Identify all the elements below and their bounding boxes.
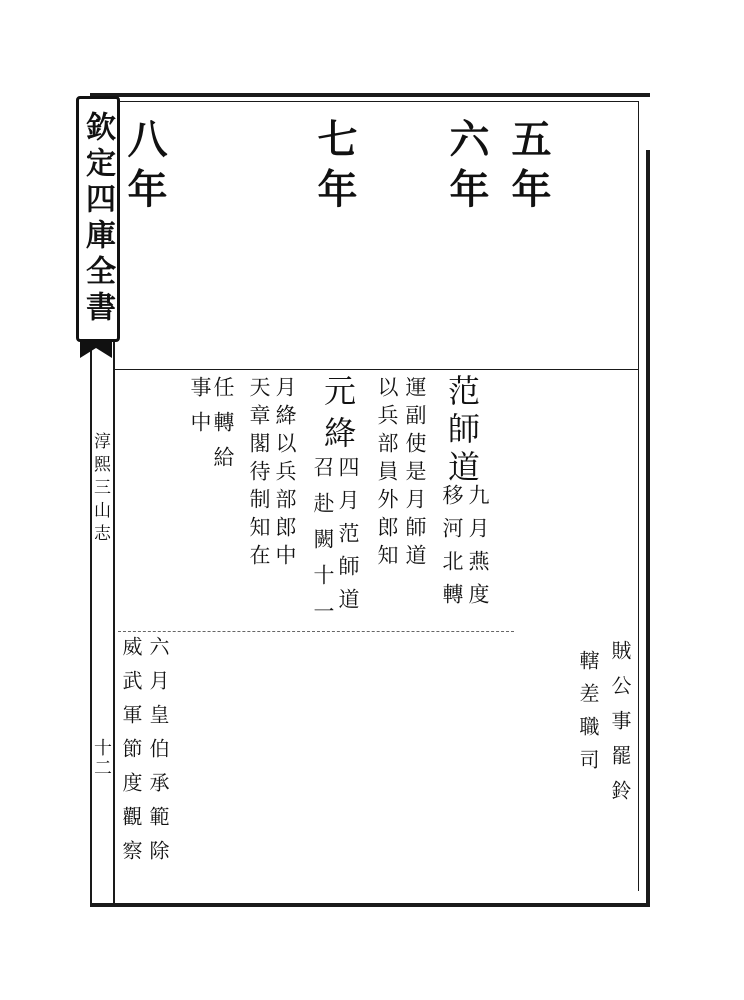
year-5: 五年 xyxy=(505,118,552,218)
fish-tail-mark-icon xyxy=(78,336,114,362)
frame-top-rule xyxy=(90,93,650,97)
note-3-col-2: 轄差職司 xyxy=(576,650,600,782)
frame-right-rule xyxy=(646,150,650,907)
note-2-col-2: 召赴闕十一 xyxy=(311,456,335,636)
note-4-col-1: 六月皇伯承範除 xyxy=(146,636,170,874)
note-1-col-1: 九月燕度 xyxy=(466,484,490,616)
frame-bottom-rule xyxy=(90,903,650,907)
note-1-col-3: 運副使是月師道 xyxy=(403,376,427,572)
collection-title: 欽定四庫全書 xyxy=(80,111,115,327)
note-2-col-5: 任轉給 xyxy=(211,376,235,481)
official-name-fan-shidao: 范師道 xyxy=(443,374,481,488)
frame-right-inner-rule xyxy=(638,101,639,891)
note-1-col-2: 移河北轉 xyxy=(440,484,464,616)
register-divider-upper xyxy=(114,369,638,370)
note-2-col-6: 事中 xyxy=(188,376,212,446)
note-2-col-3: 月絳以兵部郎中 xyxy=(273,376,297,572)
note-2-col-1: 四月范師道 xyxy=(336,456,360,621)
year-6: 六年 xyxy=(443,118,490,218)
collection-title-box xyxy=(76,96,120,342)
note-2-col-4: 天章閣待制知在 xyxy=(247,376,271,572)
year-7: 七年 xyxy=(311,118,358,218)
year-8: 八年 xyxy=(121,118,168,218)
note-3-col-1: 賊公事罷鈴 xyxy=(608,640,632,815)
official-name-yuan-jiang: 元絳 xyxy=(319,374,357,458)
page-number: 十二 xyxy=(91,738,112,778)
frame-top-inner-rule xyxy=(112,101,638,102)
note-1-col-4: 以兵部員外郎知 xyxy=(375,376,399,572)
note-4-col-2: 威武軍節度觀察 xyxy=(119,636,143,874)
book-title: 淳熙三山志 xyxy=(90,432,110,547)
